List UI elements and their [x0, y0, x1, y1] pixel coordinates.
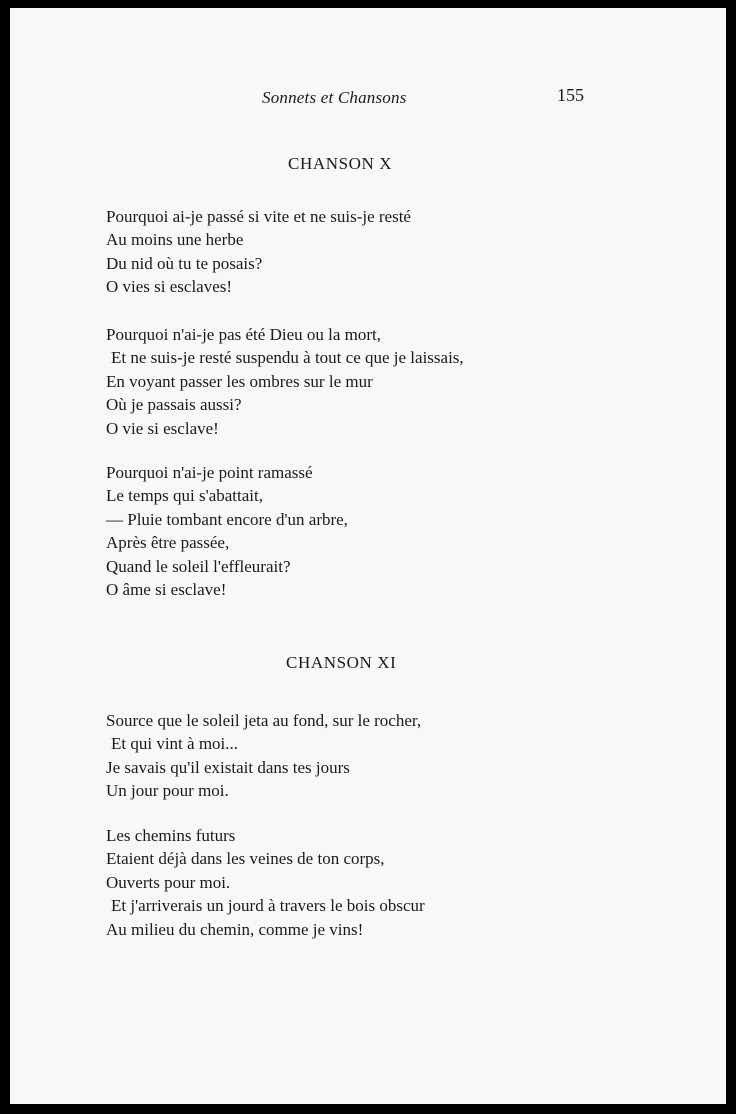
verse-line: Quand le soleil l'effleurait? [106, 556, 291, 576]
verse-line: Au milieu du chemin, comme je vins! [106, 919, 364, 939]
verse-line: Etaient déjà dans les veines de ton corps, [106, 849, 385, 869]
page-number: 155 [557, 85, 584, 105]
verse-line: En voyant passer les ombres sur le mur [106, 371, 373, 391]
verse-line: Pourquoi n'ai-je point ramassé [106, 463, 313, 482]
book-page [10, 8, 726, 1104]
stanza [106, 461, 348, 601]
verse-line: O vies si esclaves! [106, 277, 233, 297]
verse-line: Ouverts pour moi. [106, 872, 231, 892]
stanza [106, 709, 421, 803]
stanza [106, 323, 464, 440]
poem-title: CHANSON XI [286, 653, 397, 672]
poem-title: CHANSON X [288, 154, 393, 173]
verse-line: Au moins une herbe [106, 230, 244, 250]
verse-line: — Pluie tombant encore d'un arbre, [106, 509, 348, 529]
verse-line: O vie si esclave! [106, 418, 219, 438]
verse-line: Après être passée, [106, 533, 230, 553]
verse-line: Les chemins futurs [106, 826, 236, 845]
stanza [106, 824, 425, 941]
verse-line: Et qui vint à moi... [111, 734, 239, 754]
verse-line: Et j'arriverais un jourd à travers le bois obscur [111, 896, 425, 916]
stanza [106, 205, 411, 299]
verse-line: Du nid où tu te posais? [106, 253, 263, 273]
verse-line: Le temps qui s'abattait, [106, 486, 263, 506]
verse-line: Source que le soleil jeta au fond, sur le rocher, [106, 711, 422, 730]
running-title: Sonnets et Chansons [262, 88, 407, 107]
verse-line: Je savais qu'il existait dans tes jours [106, 757, 350, 777]
verse-line: Un jour pour moi. [106, 781, 229, 801]
verse-line: Et ne suis-je resté suspendu à tout ce que je laissais, [111, 348, 464, 368]
verse-line: Pourquoi ai-je passé si vite et ne suis-je resté [106, 207, 411, 226]
verse-line: Pourquoi n'ai-je pas été Dieu ou la mort, [106, 325, 381, 344]
verse-line: Où je passais aussi? [106, 395, 242, 415]
verse-line: O âme si esclave! [106, 579, 227, 599]
